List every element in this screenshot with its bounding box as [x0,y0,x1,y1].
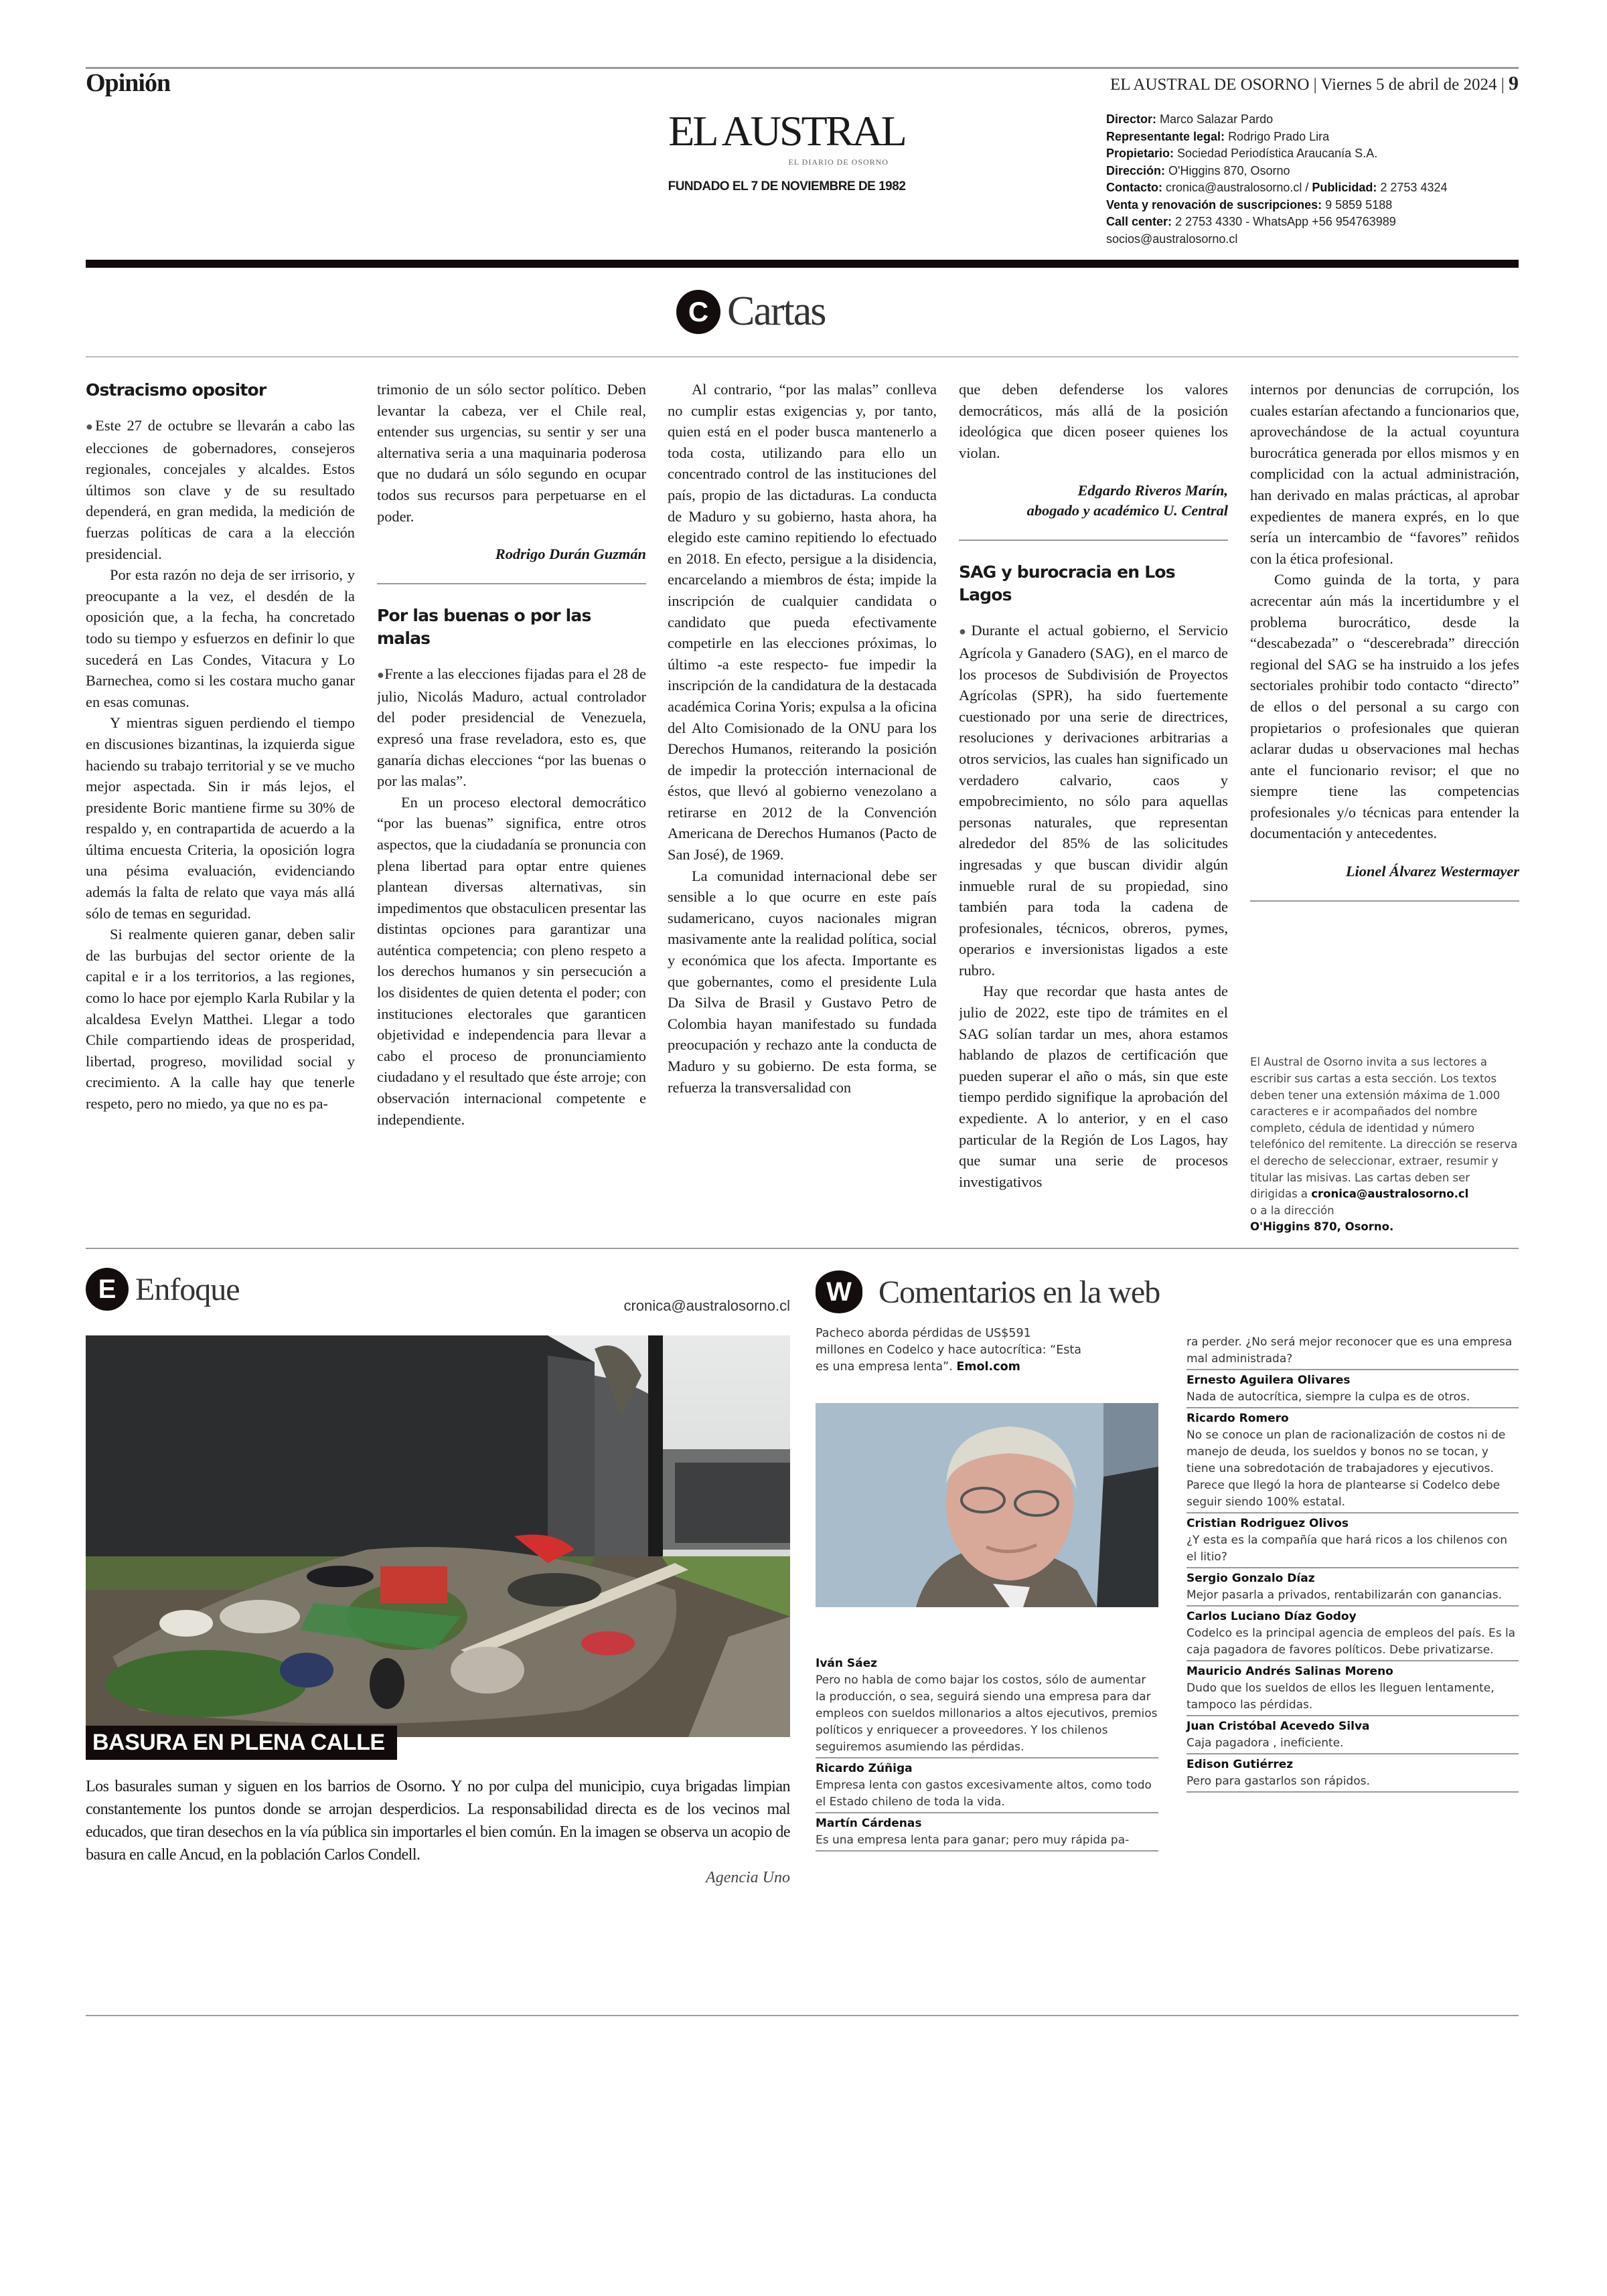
page-number: 9 [1509,72,1519,94]
logo-name: EL AUSTRAL [668,107,905,155]
photo-caption-block [86,1775,790,1888]
letters-column [377,379,646,1236]
masthead-line [1106,111,1448,129]
comment-author: Cristian Rodriguez Olivos [1187,1517,1349,1530]
comment [1187,1661,1519,1716]
letter-headline: Ostracismo opositor [86,380,266,400]
masthead-label: Director: [1106,112,1160,126]
signature-name: Edgardo Riveros Marín, [1077,482,1228,499]
letter-paragraph: Si realmente quieren ganar, deben salir de las burbujas del sector oriente de la capital e ir a los territorios, a las regiones, como lo hace por ejemplo Karla Rubilar y la alcaldesa Evelyn Matthei. Llegar a todo Chile compartiendo ideas de prosperidad, libertad, progreso, movilidad social y crecimiento. A la calle hay que tenerle respeto, pero no miedo, ya que no es pa- [86,926,355,1112]
letter-paragraph: ● Este 27 de octubre se llevarán a cabo las elecciones de gobernadores, consejeros regionales, concejales y alcaldes. Estos últimos son clave y de su resultado dependerá, en gran medida, la medición de fuerzas políticas de cara a la elección presidencial. [86,415,355,564]
enfoque-header [86,1268,240,1311]
founded-line: FUNDADO EL 7 DE NOVIEMBRE DE 1982 [668,179,906,193]
comment [1187,1370,1519,1408]
intro-source: Emol.com [956,1360,1020,1374]
comment-author: Ricardo Zúñiga [816,1762,913,1775]
masthead-value: Sociedad Periodística Araucanía S.A. [1177,147,1378,160]
letter-paragraph: ● Durante el actual gobierno, el Servicio Agrícola y Ganadero (SAG), en el marco de los procesos de Subdivisión de Proyectos Agrícolas (SPR), ha sido fuertemente cuestionado por una serie de directrices, resoluciones y derivaciones arbitrarias a otros servicios, las cuales han significado un verdadero calvario, caos y empobrecimiento, no sólo para aquellas personas naturales, que representan alrededor del 85% de las solicitudes ingresadas y que buscan dividir algún inmueble rural de su propiedad, sino también para toda la cadena de profesionales, técnicos, obreros, pymes, operarios e inversionistas ligados a este rubro. [959,620,1228,981]
header-bar [86,260,1519,268]
submission-note [1250,1054,1519,1236]
section-title: Opinión [86,69,171,97]
comment-text: No se conoce un plan de racionalización de costos ni de manejo de deuda, los sueldos y bonos no se tocan, y tiene una sobredotación de trabajadores y ejecutivos. Parece que llegó la hora de plantearse si Codelco debe seguir siendo 100% estatal. [1187,1428,1506,1509]
comment-author: Sergio Gonzalo Díaz [1187,1572,1315,1585]
masthead-info [1106,111,1448,248]
masthead-label: Contacto: [1106,181,1166,194]
comment [816,1813,1158,1852]
masthead-value: Rodrigo Prado Lira [1228,129,1330,143]
bottom-rule [86,2015,1519,2016]
letter-paragraph: internos por denuncias de corrupción, los cuales estarían afectando a funcionarios que, aprovechándose de la actual coyuntura burocrática generada por ellos mismos y en complicidad con la actual administración, han derivado en malas prácticas, al aprobar expedientes de manera exprés, en lo que sería un intercambio de “favores” reñidos con la ética profesional. [1250,381,1519,567]
paper-name: EL AUSTRAL DE OSORNO [1109,76,1310,94]
comment-text: Es una empresa lenta para ganar; pero muy rápida pa- [816,1833,1130,1847]
note-email: cronica@australosorno.cl [1311,1187,1469,1201]
masthead-value: Marco Salazar Pardo [1160,112,1274,126]
divider [377,583,646,584]
comment [816,1758,1158,1813]
letter-paragraph: En un proceso electoral democrático “por las buenas” significa, entre otros aspectos, que la ciudadanía se pronuncia con plena libertad para optar entre quienes plantean diversas alternativas, sin impedimentos que obstaculicen presentar las distintas opciones para garantizar una auténtica competencia; con pleno respeto a los derechos humanos y sin persecución a los disidentes de quien detenta el poder; con instituciones electorales que garanticen objetividad e independencia para llevar a cabo el proceso de pronunciamiento ciudadano y el resultado que éste arroje; con observación internacional competente e independiente. [377,793,646,1128]
comment-text: Empresa lenta con gastos excesivamente altos, como todo el Estado chileno de toda la vida. [816,1779,1152,1809]
letters-column [668,379,937,1236]
garbage-street-photo [86,1335,790,1737]
note-text: El Austral de Osorno invita a sus lectores a escribir sus cartas a esta sección. Los textos deben tener una extensión máxima de 1.000 caracteres e ir acompañados del nombre completo, cédula de identidad y número telefónico del remitente. La dirección se reserva el derecho de seleccionar, extraer, resumir y titular las misivas. Las cartas deben ser dirigidas a [1250,1056,1518,1201]
enfoque-badge-icon: E [86,1268,129,1311]
comment [1187,1716,1519,1754]
letters-column [959,379,1228,1236]
comment [1187,1607,1519,1661]
letters-column [1250,379,1519,1236]
note-mid: o a la dirección [1250,1204,1334,1217]
masthead-logo [653,107,921,194]
divider [1250,900,1519,902]
comments-column-b [1187,1332,1519,1793]
comment-author: Edison Gutiérrez [1187,1758,1294,1771]
letter-paragraph: La comunidad internacional debe ser sensible a lo que ocurre en este país sudamericano, cuyos nacionales migran masivamente ante la realidad política, social y económica que los afecta. Importante es que gobernantes, como el presidente Lula Da Silva de Brasil y Gustavo Petro de Colombia hayan manifestado su fundada preocupación y rechazo ante la conducta de Maduro y su gobierno. De esta forma, se refuerza la transversalidad con [668,867,937,1096]
comentarios-title: Comentarios en la web [878,1274,1160,1310]
masthead-label: Propietario: [1106,147,1178,160]
comment-text: Nada de autocrítica, siempre la culpa es de otros. [1187,1390,1470,1404]
enfoque-email[interactable]: cronica@australosorno.cl [623,1297,790,1314]
photo-caption: Los basurales suman y siguen en los barrios de Osorno. Y no por culpa del municipio, cuya brigadas limpian constantemente los puntos donde se arrojan desperdicios. La responsabilidad directa es de los vecinos mal educados, que tiran desechos en la vía pública sin importarles el bien común. En la imagen se observa un acopio de basura en calle Ancud, en la población Carlos Condell. [86,1778,790,1864]
masthead-line [1106,197,1448,214]
comment-author: Juan Cristóbal Acevedo Silva [1187,1720,1370,1733]
comment-text: Mejor pasarla a privados, rentabilizarán con ganancias. [1187,1588,1502,1602]
masthead-line [1106,145,1448,163]
letter-headline: Por las buenas o por las malas [377,606,591,649]
web-badge-icon: W [816,1270,862,1313]
masthead-value: 2 2753 4324 [1380,181,1448,194]
intro-text: Pacheco aborda pérdidas de US$591 millones en Codelco y hace autocrítica: “Esta es una empresa lenta”. [816,1327,1081,1374]
masthead-label: Venta y renovación de suscripciones: [1106,197,1326,212]
masthead-value: O'Higgins 870, Osorno [1168,163,1290,177]
issue-date: Viernes 5 de abril de 2024 [1320,76,1497,94]
letter-paragraph: Al contrario, “por las malas” conlleva no cumplir estas exigencias y, por tanto, quien está en el poder busca mantenerlo a toda costa, utilizando para ello un concentrado control de las instituciones del país, propio de las dictaduras. La conducta de Maduro y su gobierno, hasta ahora, ha elegido este camino repitiendo lo efectuado en 2018. En efecto, persigue a la disidencia, encarcelando a miembros de ésta; impide la inscripción de cualquier candidata o candidato que pueda efectivamente competirle en las elecciones próximas, lo último -a este respecto- fue impedir la inscripción de la candidatura de la destacada académica Corina Yoris; expulsa a la oficina del Alto Comisionado de la ONU para los Derechos Humanos, reiterando la posición de impedir la protección internacional de éstos, que llevó al gobierno venezolano a retirarse en 2012 de la Convención Americana de Derechos Humanos (Pacto de San José), de 1969. [668,381,937,864]
masthead-line [1106,179,1448,197]
letter-paragraph: Por esta razón no deja de ser irrisorio, y preocupante a la vez, el desdén de la oposición que, a la fecha, ha concretado todo su tiempo y esfuerzos en definir lo que sucederá en Las Condes, Vitacura y Lo Barnechea, como si les costara mucho ganar en esas comunas. [86,566,355,710]
masthead-label: Dirección: [1106,163,1169,177]
letter-paragraph: que deben defenderse los valores democráticos, más allá de la posición ideológica que dicen poseer quienes los violan. [959,381,1228,461]
comment-text: Pero no habla de como bajar los costos, sólo de aumentar la producción, o sea, seguirá siendo una empresa para dar empleos con sueldos millonarios a altos ejecutivos, premios políticos y enriquecer a proveedores. Y los chilenos seguiremos asumiendo las pérdidas. [816,1673,1158,1754]
section-divider [86,1248,1519,1249]
photo-label: BASURA EN PLENA CALLE [86,1726,397,1760]
news-intro [816,1325,1083,1376]
comment-author: Ernesto Aguilera Olivares [1187,1374,1351,1387]
note-address: O'Higgins 870, Osorno. [1250,1220,1394,1234]
letter-headline: SAG y burocracia en Los Lagos [959,562,1175,605]
enfoque-title: Enfoque [135,1271,240,1307]
letter-signature [377,544,646,564]
masthead-label: Call center: [1106,215,1176,228]
letter-paragraph: ● Frente a las elecciones fijadas para el 28 de julio, Nicolás Maduro, actual controlador del poder presidencial de Venezuela, expresó una frase reveladora, esto es, que ganaría dichas elecciones “por las buenas o por las malas”. [377,663,646,792]
comment [1187,1568,1519,1607]
signature-name: Rodrigo Durán Guzmán [495,546,646,563]
letter-paragraph: trimonio de un sólo sector político. Deben levantar la cabeza, ver el Chile real, entender sus urgencias, su sentir y ser una alternativa seria a una maquinaria poderosa que no dudará un sólo segundo en ocupar todos sus recursos para perpetuarse en el poder. [377,381,646,525]
top-rule [86,67,1519,69]
cartas-title: Cartas [727,289,826,334]
dateline: EL AUSTRAL DE OSORNO | Viernes 5 de abril de 2024 | 9 [1109,72,1519,94]
masthead-label: Representante legal: [1106,129,1229,143]
letter-paragraph: Hay que recordar que hasta antes de julio de 2022, este tipo de trámites en el SAG solían tardar un mes, ahora estamos hablando de plazos de certificación que pueden superar el año o más, sin que este tiempo perdido signifique la aprobación del expediente. A lo anterior, y en el caso particular de la Región de Los Lagos, hay que sumar una serie de procesos investigativos [959,983,1228,1190]
comment-text: Codelco es la principal agencia de empleos del país. Es la caja pagadora de favores políticos. Debe privatizarse. [1187,1627,1516,1657]
comment-author: Mauricio Andrés Salinas Moreno [1187,1665,1393,1678]
masthead-value: cronica@australosorno.cl / [1166,181,1312,194]
masthead-line [1106,231,1448,248]
executive-portrait-photo [816,1403,1158,1607]
comment-author: Iván Sáez [816,1657,878,1670]
logo-subtitle: EL DIARIO DE OSORNO [788,157,889,167]
masthead-line [1106,129,1448,146]
comment-author: Ricardo Romero [1187,1412,1289,1425]
comment-continuation: ra perder. ¿No será mejor reconocer que es una empresa mal administrada? [1187,1332,1519,1370]
comment-author: Martín Cárdenas [816,1817,922,1830]
photo-credit: Agencia Uno [706,1869,790,1886]
letter-paragraph: Como guinda de la torta, y para acrecentar aún más la incertidumbre y el problema burocrático, desde la “descabezada” o “descerebrada” dirección regional del SAG se ha instruido a los jefes sectoriales prohibir todo contacto “directo” de ellos o del personal a su cargo con propietarios o profesionales que quieran aclarar dudas u observaciones mal hechas ante el funcionario revisor; el que no siempre tiene las competencias profesionales y/o técnicas para entender la documentación y antecedentes. [1250,571,1519,842]
masthead-value: 2 2753 4330 - WhatsApp +56 954763989 [1175,215,1396,228]
masthead-value: socios@australosorno.cl [1106,232,1238,246]
comment-text: Dudo que los sueldos de ellos les lleguen lentamente, tampoco las pérdidas. [1187,1682,1495,1712]
comment [1187,1408,1519,1513]
comment-text: Pero para gastarlos son rápidos. [1187,1775,1370,1788]
comentarios-header [816,1270,1160,1313]
masthead-line [1106,214,1448,231]
comment [1187,1754,1519,1793]
comment-author: Carlos Luciano Díaz Godoy [1187,1610,1357,1623]
comment-text: Caja pagadora , ineficiente. [1187,1736,1344,1750]
comments-column-a [816,1653,1158,1852]
cartas-rule [86,356,1519,357]
cartas-badge-icon: C [676,290,720,334]
comment-text: ¿Y esta es la compañía que hará ricos a los chilenos con el litio? [1187,1534,1508,1564]
comment [1187,1513,1519,1568]
comment [816,1653,1158,1758]
masthead-value: 9 5859 5188 [1325,197,1393,212]
signature-name: Lionel Álvarez Westermayer [1345,863,1519,880]
letter-signature [1250,862,1519,882]
masthead-line [1106,163,1448,180]
divider [959,540,1228,541]
letters-column [86,379,355,1236]
signature-title: abogado y académico U. Central [1026,502,1228,519]
masthead-label: Publicidad: [1312,181,1381,194]
letter-signature [959,481,1228,521]
letter-paragraph: Y mientras siguen perdiendo el tiempo en discusiones bizantinas, la izquierda sigue haciendo su trabajo territorial y se ve mucho mejor aspectada. Sin ir más lejos, el presidente Boric mantiene firme su 30% de respaldo y, en contrapartida de acuerdo a la última encuesta Criteria, la oposición logra una pésima evaluación, evidenciando además la falta de relato que vaya más allá sólo de temas en seguridad. [86,714,355,922]
cartas-header [676,288,825,335]
